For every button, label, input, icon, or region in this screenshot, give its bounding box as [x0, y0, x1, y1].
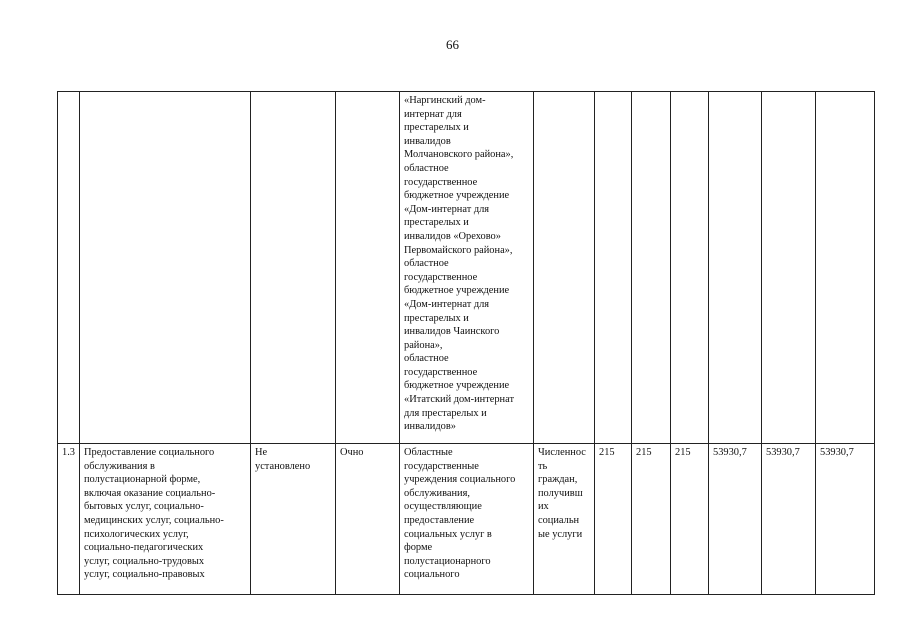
condition-cell [251, 92, 336, 444]
table-row [58, 92, 875, 444]
indicator-cell [534, 92, 595, 444]
value-cell: 215 [632, 444, 671, 595]
row-number-cell [58, 92, 80, 444]
providers-cell: «Наргинский дом- интернат для престарелых и инвалидов Молчановского района», областное государственное бюджетное учреждение «Дом-интернат для престарелых и инвалидов «Орехово» Первомайского района», областное государственное бюджетное учреждение «Дом-интернат для престарелых и инвалидов Чаинского района», областное государственное бюджетное учреждение «Итатский дом-интернат для престарелых и инвалидов» [400, 92, 534, 444]
indicator-cell: Численнос ть граждан, получивш их социальн ые услуги [534, 444, 595, 595]
value-cell: 53930,7 [816, 444, 875, 595]
value-cell [762, 92, 816, 444]
table-row [58, 444, 875, 595]
service-name-cell: Предоставление социального обслуживания в полустационарной форме, включая оказание социально- бытовых услуг, социально- медицинских услуг, социально- психологических услуг, социально-педагогических услуг, социально-трудовых услуг, социально-правовых [80, 444, 251, 595]
value-cell [671, 92, 709, 444]
value-cell [632, 92, 671, 444]
services-table [57, 91, 875, 595]
value-cell [709, 92, 762, 444]
value-cell: 53930,7 [709, 444, 762, 595]
row-number-cell: 1.3 [58, 444, 80, 595]
value-cell: 53930,7 [762, 444, 816, 595]
form-cell [336, 92, 400, 444]
form-cell: Очно [336, 444, 400, 595]
condition-cell: Не установлено [251, 444, 336, 595]
providers-cell: Областные государственные учреждения социального обслуживания, осуществляющие предоставление социальных услуг в форме полустационарного социального [400, 444, 534, 595]
page-number: 66 [446, 37, 459, 52]
value-cell: 215 [595, 444, 632, 595]
value-cell [595, 92, 632, 444]
service-name-cell [80, 92, 251, 444]
value-cell: 215 [671, 444, 709, 595]
value-cell [816, 92, 875, 444]
